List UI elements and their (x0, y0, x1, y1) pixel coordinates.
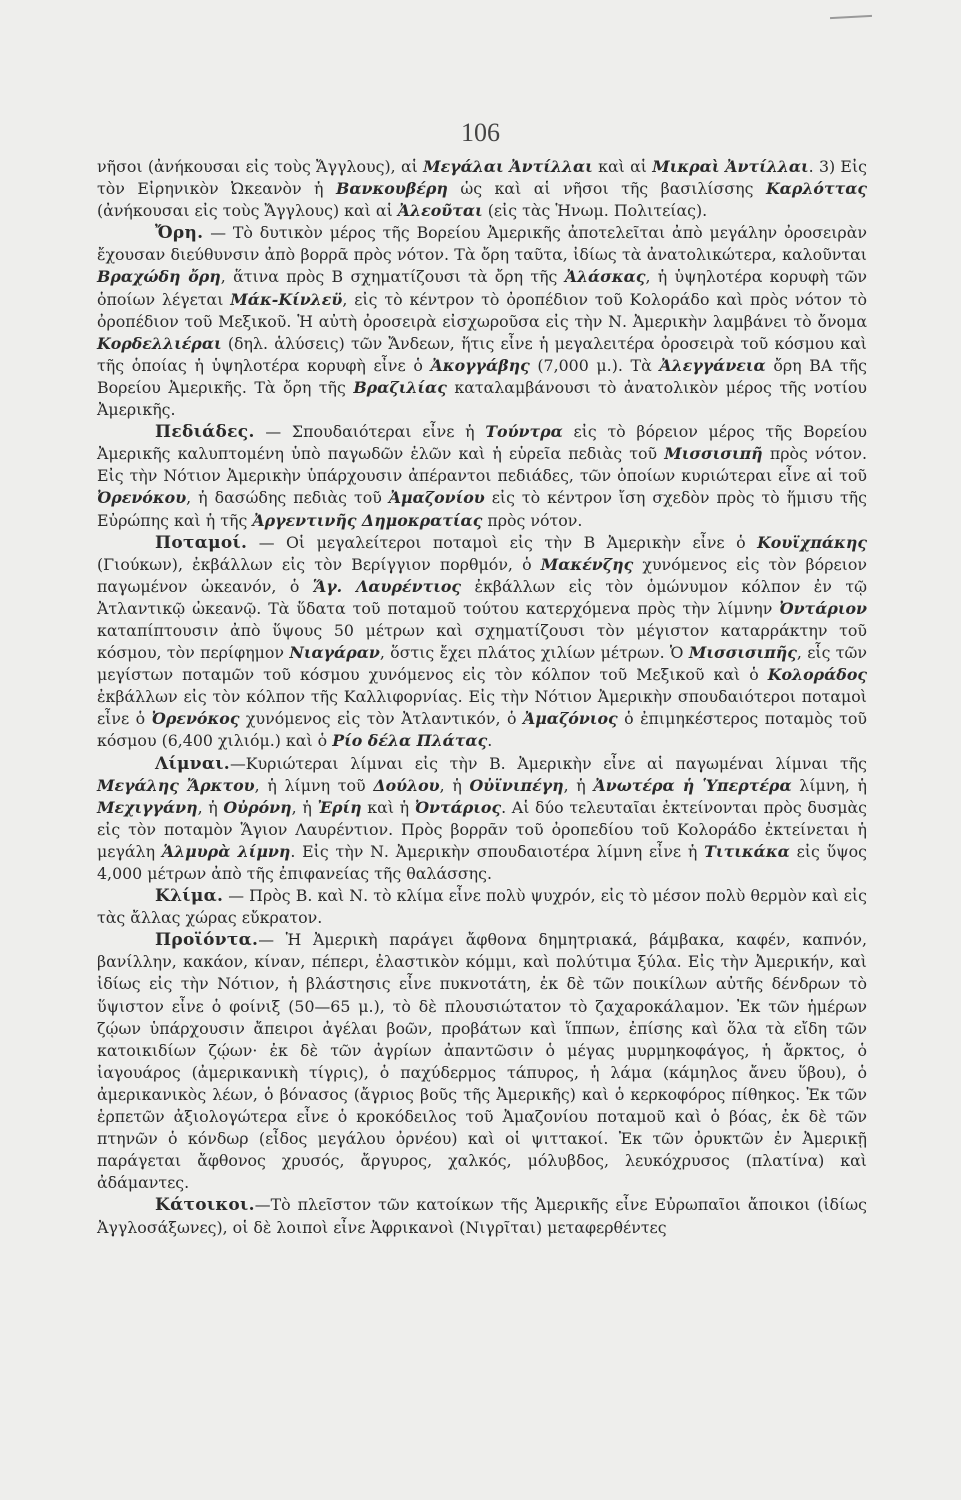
proper-name: Ἀργεντινῆς Δημοκρατίας (252, 510, 483, 530)
text-run: (7,000 μ.). Τὰ (529, 355, 660, 375)
proper-name: Δούλου (373, 775, 440, 795)
section-plains (97, 421, 867, 531)
proper-name: Βραζιλίας (353, 377, 447, 397)
text-run: , ὅστις ἔχει πλάτος χιλίων μέτρων. Ὁ (379, 643, 689, 663)
section-inhabitants (97, 1194, 867, 1238)
text-run: , ἡ (563, 775, 594, 795)
text-run: (Γιούκων), ἐκβάλλων εἰς τὸν Βερίγγιον πορθμόν, ὁ (97, 554, 541, 574)
text-run: ὁ ἐπιμηκέστερος ποταμὸς τοῦ κόσμου (6,400 χιλιόμ.) καὶ ὁ (97, 709, 867, 751)
text-run: καὶ ἡ (361, 797, 415, 817)
proper-name: Τούντρα (485, 422, 563, 442)
section-text (97, 223, 867, 419)
text-run: . Εἰς τὴν Ν. Ἀμερικὴν σπουδαιοτέρα λίμνη εἶνε ἡ (290, 841, 705, 861)
section-heading: Ὄρη. (155, 223, 204, 244)
text-run: καὶ αἱ (592, 157, 653, 176)
text-run: — Οἱ μεγαλείτεροι ποταμοὶ εἰς τὴν Β Ἀμερικὴν εἶνε ὁ (247, 532, 758, 552)
section-heading: Ποταμοί. (155, 532, 248, 553)
proper-name: Μικραὶ Ἀντίλλαι (652, 157, 809, 176)
proper-name: Βανκουβέρη (336, 179, 448, 199)
text-run: εἰς ὕψος 4,000 μέτρων ἀπὸ τῆς ἐπιφανείας τῆς θαλάσσης. (97, 841, 867, 883)
text-run: — Πρὸς Β. καὶ Ν. τὸ κλίμα εἶνε πολὺ ψυχρόν, εἰς τὸ μέσον πολὺ θερμὸν καὶ εἰς τὰς ἄλλας χώρας εὔκρατον. (97, 886, 867, 928)
section-mountains (97, 222, 867, 421)
text-run: , ἅτινα πρὸς Β σχηματίζουσι τὰ ὄρη τῆς (220, 267, 565, 287)
section-heading: Κάτοικοι. (155, 1195, 255, 1216)
proper-name: Μεχιγγάνη (97, 797, 198, 817)
text-run: καταπίπτουσιν ἀπὸ ὕψους 50 μέτρων καὶ σχηματίζουσι τὸν μέγιστον καταρράκτην τοῦ κόσμου, τὸν περίφημον (97, 620, 867, 663)
text-run: εἰς τὸ βόρειον μέρος τῆς Βορείου Ἀμερικῆς καλυπτομένη ὑπὸ παγωδῶν ἑλῶν καὶ ἡ εὑρεῖα πεδιὰς τοῦ (97, 422, 867, 464)
proper-name: Νιαγάραν (289, 643, 380, 663)
text-run: πρὸς νότον. Εἰς τὴν Νότιον Ἀμερικὴν ὑπάρχουσιν ἀπέραντοι πεδιάδες, τῶν ὁποίων κυριώτεραι εἶνε αἱ τοῦ (97, 444, 867, 486)
text-run: — Τὸ δυτικὸν μέρος τῆς Βορείου Ἀμερικῆς ἀποτελεῖται ἀπὸ μεγάλην ὀροσειρὰν ἔχουσαν διεύθυνσιν ἀπὸ βορρᾶ πρὸς νότον. Τὰ ὄρη ταῦτα, ἰδίως τὰ ἀνατολικώτερα, καλοῦνται (97, 223, 867, 265)
proper-name: Μισσισιπῆς (688, 643, 797, 663)
proper-name: Οὐϊνιπέγη (469, 775, 564, 795)
text-run: , ἡ ὑψηλοτέρα κορυφὴ τῶν ὁποίων λέγεται (97, 267, 867, 309)
text-run: , εἷς τῶν μεγίστων ποταμῶν τοῦ κόσμου χυνόμενος εἰς τὸν κόλπον τοῦ Μεξικοῦ καὶ ὁ (97, 643, 868, 685)
text-run: πρὸς νότον. (482, 510, 583, 530)
text-run: ὡς καὶ αἱ νῆσοι τῆς βασιλίσσης (447, 179, 766, 199)
text-run: , ἡ δασώδης πεδιὰς τοῦ (186, 488, 389, 508)
text-run: ὄρη ΒΑ τῆς Βορείου Ἀμερικῆς. Τὰ ὄρη τῆς (97, 355, 867, 397)
proper-name: Βραχώδη ὄρη (97, 267, 221, 287)
paragraph-continuation (97, 156, 867, 222)
scan-mark (830, 15, 872, 19)
text-run: καταλαμβάνουσι τὸ ἀνατολικὸν μέρος τῆς νοτίου Ἀμερικῆς. (97, 377, 867, 420)
section-climate (97, 885, 867, 929)
text-run: , ἡ (197, 797, 224, 817)
section-lakes (97, 753, 867, 886)
proper-name: Ἀλεγγάνεια (659, 355, 766, 375)
section-heading: Λίμναι. (155, 753, 230, 774)
text-run: χυνόμενος εἰς τὸν Ἀτλαντικόν, ὁ (239, 709, 523, 729)
text-run: , ἡ (291, 797, 318, 817)
proper-name: Ὀντάριος (414, 797, 502, 817)
section-text (97, 930, 867, 1192)
proper-name: Ἀμαζόνιος (522, 709, 618, 729)
text-run: , εἰς τὸ κέντρον τὸ ὀροπέδιον τοῦ Κολοράδο καὶ πρὸς νότον τὸ ὀροπέδιον τοῦ Μεξικοῦ. Ἡ αὐτὴ ὀροσειρὰ εἰσχωροῦσα εἰς τὴν Ν. Ἀμερικὴν λαμβάνει τὸ ὄνομα (97, 289, 867, 331)
section-products (97, 929, 867, 1194)
text-run: λίμνη, ἡ (791, 775, 868, 795)
proper-name: Ἐρίη (317, 797, 362, 817)
text-run: ἐκβάλλων εἰς τὸν ὁμώνυμον κόλπον ἐν τῷ Ἀτλαντικῷ ὠκεανῷ. Τὰ ὕδατα τοῦ ποταμοῦ τούτου κατερχόμενα πρὸς τὴν λίμνην (97, 576, 867, 618)
proper-name: Τιτικάκα (704, 841, 790, 861)
text-run: . Αἱ δύο τελευταῖαι ἐκτείνονται πρὸς δυσμὰς εἰς τὸν ποταμὸν Ἅγιον Λαυρέντιον. Πρὸς βορρᾶν τοῦ ὀροπεδίου τοῦ Κολοράδο ἐκτείνεται ἡ μεγάλη (97, 797, 868, 861)
proper-name: Ἁλμυρὰ λίμνη (161, 841, 291, 861)
proper-name: Ἀμαζονίου (388, 488, 485, 508)
proper-name: Μεγάλης Ἄρκτου (97, 775, 255, 795)
text-run: (εἰς τὰς Ἡνωμ. Πολιτείας). (482, 201, 708, 221)
text-run: εἰς τὸ κέντρον ἴση σχεδὸν πρὸς τὸ ἥμισυ τῆς Εὐρώπης καὶ ἡ τῆς (97, 488, 867, 530)
text-run: . 3) Εἰς τὸν Εἰρηνικὸν Ὠκεανὸν ἡ (97, 157, 868, 199)
section-heading: Κλίμα. (155, 886, 224, 907)
proper-name: Κορδελλιέραι (97, 333, 222, 353)
text-run: — Σπουδαιότεραι εἶνε ἡ (254, 422, 486, 442)
proper-name: Μακένζης (540, 554, 634, 574)
proper-name: Ὀρενόκου (97, 488, 187, 508)
section-text (97, 533, 867, 751)
text-run: —Κυριώτεραι λίμναι εἰς τὴν Β. Ἀμερικὴν εἶνε αἱ παγωμέναι λίμναι τῆς (229, 753, 867, 773)
text-run: , ἡ λίμνη τοῦ (254, 775, 374, 795)
proper-name: Κολοράδος (767, 665, 867, 685)
proper-name: Ρίο δέλα Πλάτας (332, 731, 488, 751)
text-run: —Τὸ πλεῖστον τῶν κατοίκων τῆς Ἀμερικῆς εἶνε Εὐρωπαῖοι ἄποικοι (ἰδίως Ἀγγλοσάξωνες), οἱ δὲ λοιποὶ εἶνε Ἀφρικανοὶ (Νιγρῖται) μεταφερθέντες (97, 1195, 867, 1237)
section-heading: Προϊόντα. (155, 930, 259, 951)
proper-name: Ὀρενόκος (151, 709, 240, 729)
proper-name: Οὐρόνη (223, 797, 292, 817)
text-run: (ἀνήκουσαι εἰς τοὺς Ἄγγλους) καὶ αἱ (97, 201, 398, 221)
proper-name: Ἀλεοῦται (397, 201, 483, 221)
section-heading: Πεδιάδες. (155, 422, 255, 443)
text-run: νῆσοι (ἀνήκουσαι εἰς τοὺς Ἄγγλους), αἱ (97, 157, 424, 176)
text-run: χυνόμενος εἰς τὸν βόρειον παγωμένον ὠκεανόν, ὁ (97, 554, 867, 596)
section-rivers (97, 532, 867, 753)
text-run: — Ἡ Ἀμερικὴ παράγει ἄφθονα δημητριακά, βάμβακα, καφέν, καπνόν, βανίλλην, κακάον, κίναν, πέπερι, ἐλαστικὸν κόμμι, καὶ πολύτιμα ξύλα. Εἰς τὴν Ἀμερικήν, καὶ ἰδίως εἰς τὴν Νότιον, ἡ βλάστησις εἶνε πυκνοτάτη, ἐκ δὲ τῶν ποικίλων αὐτῆς δένδρων τὸ ὕψιστον εἶνε ὁ φοίνιξ (50—65 μ.), τὸ δὲ πλουσιώτατον τὸ ζαχαροκάλαμον. Ἐκ τῶν ἡμέρων ζῴων ὑπάρχουσιν ἄπειροι ἀγέλαι βοῶν, προβάτων καὶ ἵππων, ἐπίσης καὶ ὅλα τὰ εἴδη τῶν κατοικιδίων ζῴων· ἐκ δὲ τῶν ἀγρίων ἀπαντῶσιν ὁ μέγας μυρμηκοφάγος, ἡ ἄρκτος, ὁ ἰαγουάρος (ἀμερικανικὴ τίγρις), ὁ παχύδερμος τάπυρος, ἡ λάμα (κάμηλος ἄνευ ὕβου), ὁ ἀμερικανικὸς λέων, ὁ βόνασος (ἄγριος βοῦς τῆς Ἀμερικῆς) καὶ ὁ κερκοφόρος πίθηκος. Ἐκ τῶν ἑρπετῶν ἀξιολογώτερα εἶνε ὁ κροκόδειλος τοῦ Ἀμαζονίου ποταμοῦ καὶ ὁ βόας, ἐκ δὲ τῶν πτηνῶν ὁ κόνδωρ (εἶδος μεγάλου ὀρνέου) καὶ οἱ ψιττακοί. Ἐκ τῶν ὀρυκτῶν ἐν Ἀμερικῇ παράγεται ἄφθονος χρυσός, ἄργυρος, χαλκός, μόλυβδος, λευκόχρυσος (πλατίνα) καὶ ἀδάμαντες. (97, 930, 867, 1193)
page-number: 106 (461, 118, 500, 147)
proper-name: Ἀλάσκας (564, 267, 646, 287)
text-run: (δηλ. ἁλύσεις) τῶν Ἄνδεων, ἥτις εἶνε ἡ μεγαλειτέρα ὀροσειρὰ τοῦ κόσμου καὶ τῆς ὁποίας ἡ ὑψηλοτέρα κορυφὴ εἶνε ὁ (97, 333, 867, 375)
text-run: ἐκβάλλων εἰς τὸν κόλπον τῆς Καλλιφορνίας. Εἰς τὴν Νότιον Ἀμερικὴν σπουδαιότεροι ποταμοὶ εἶνε ὁ (97, 687, 867, 729)
proper-name: Καρλόττας (765, 179, 867, 199)
proper-name: Ἅγ. Λαυρέντιος (312, 576, 462, 596)
proper-name: Ὀντάριον (779, 598, 867, 618)
text-body (97, 156, 867, 1239)
proper-name: Κουϊχπάκης (757, 532, 867, 552)
text-run: , ἡ (439, 775, 470, 795)
proper-name: Ἀκογγάβης (430, 355, 530, 375)
proper-name: Ἀνωτέρα ἡ Ὑπερτέρα (593, 775, 792, 795)
proper-name: Μεγάλαι Ἀντίλλαι (423, 157, 593, 176)
proper-name: Μισσισιπῆ (664, 444, 763, 464)
proper-name: Μάκ-Κίνλεϋ (230, 289, 343, 309)
text-run: . (487, 731, 493, 751)
